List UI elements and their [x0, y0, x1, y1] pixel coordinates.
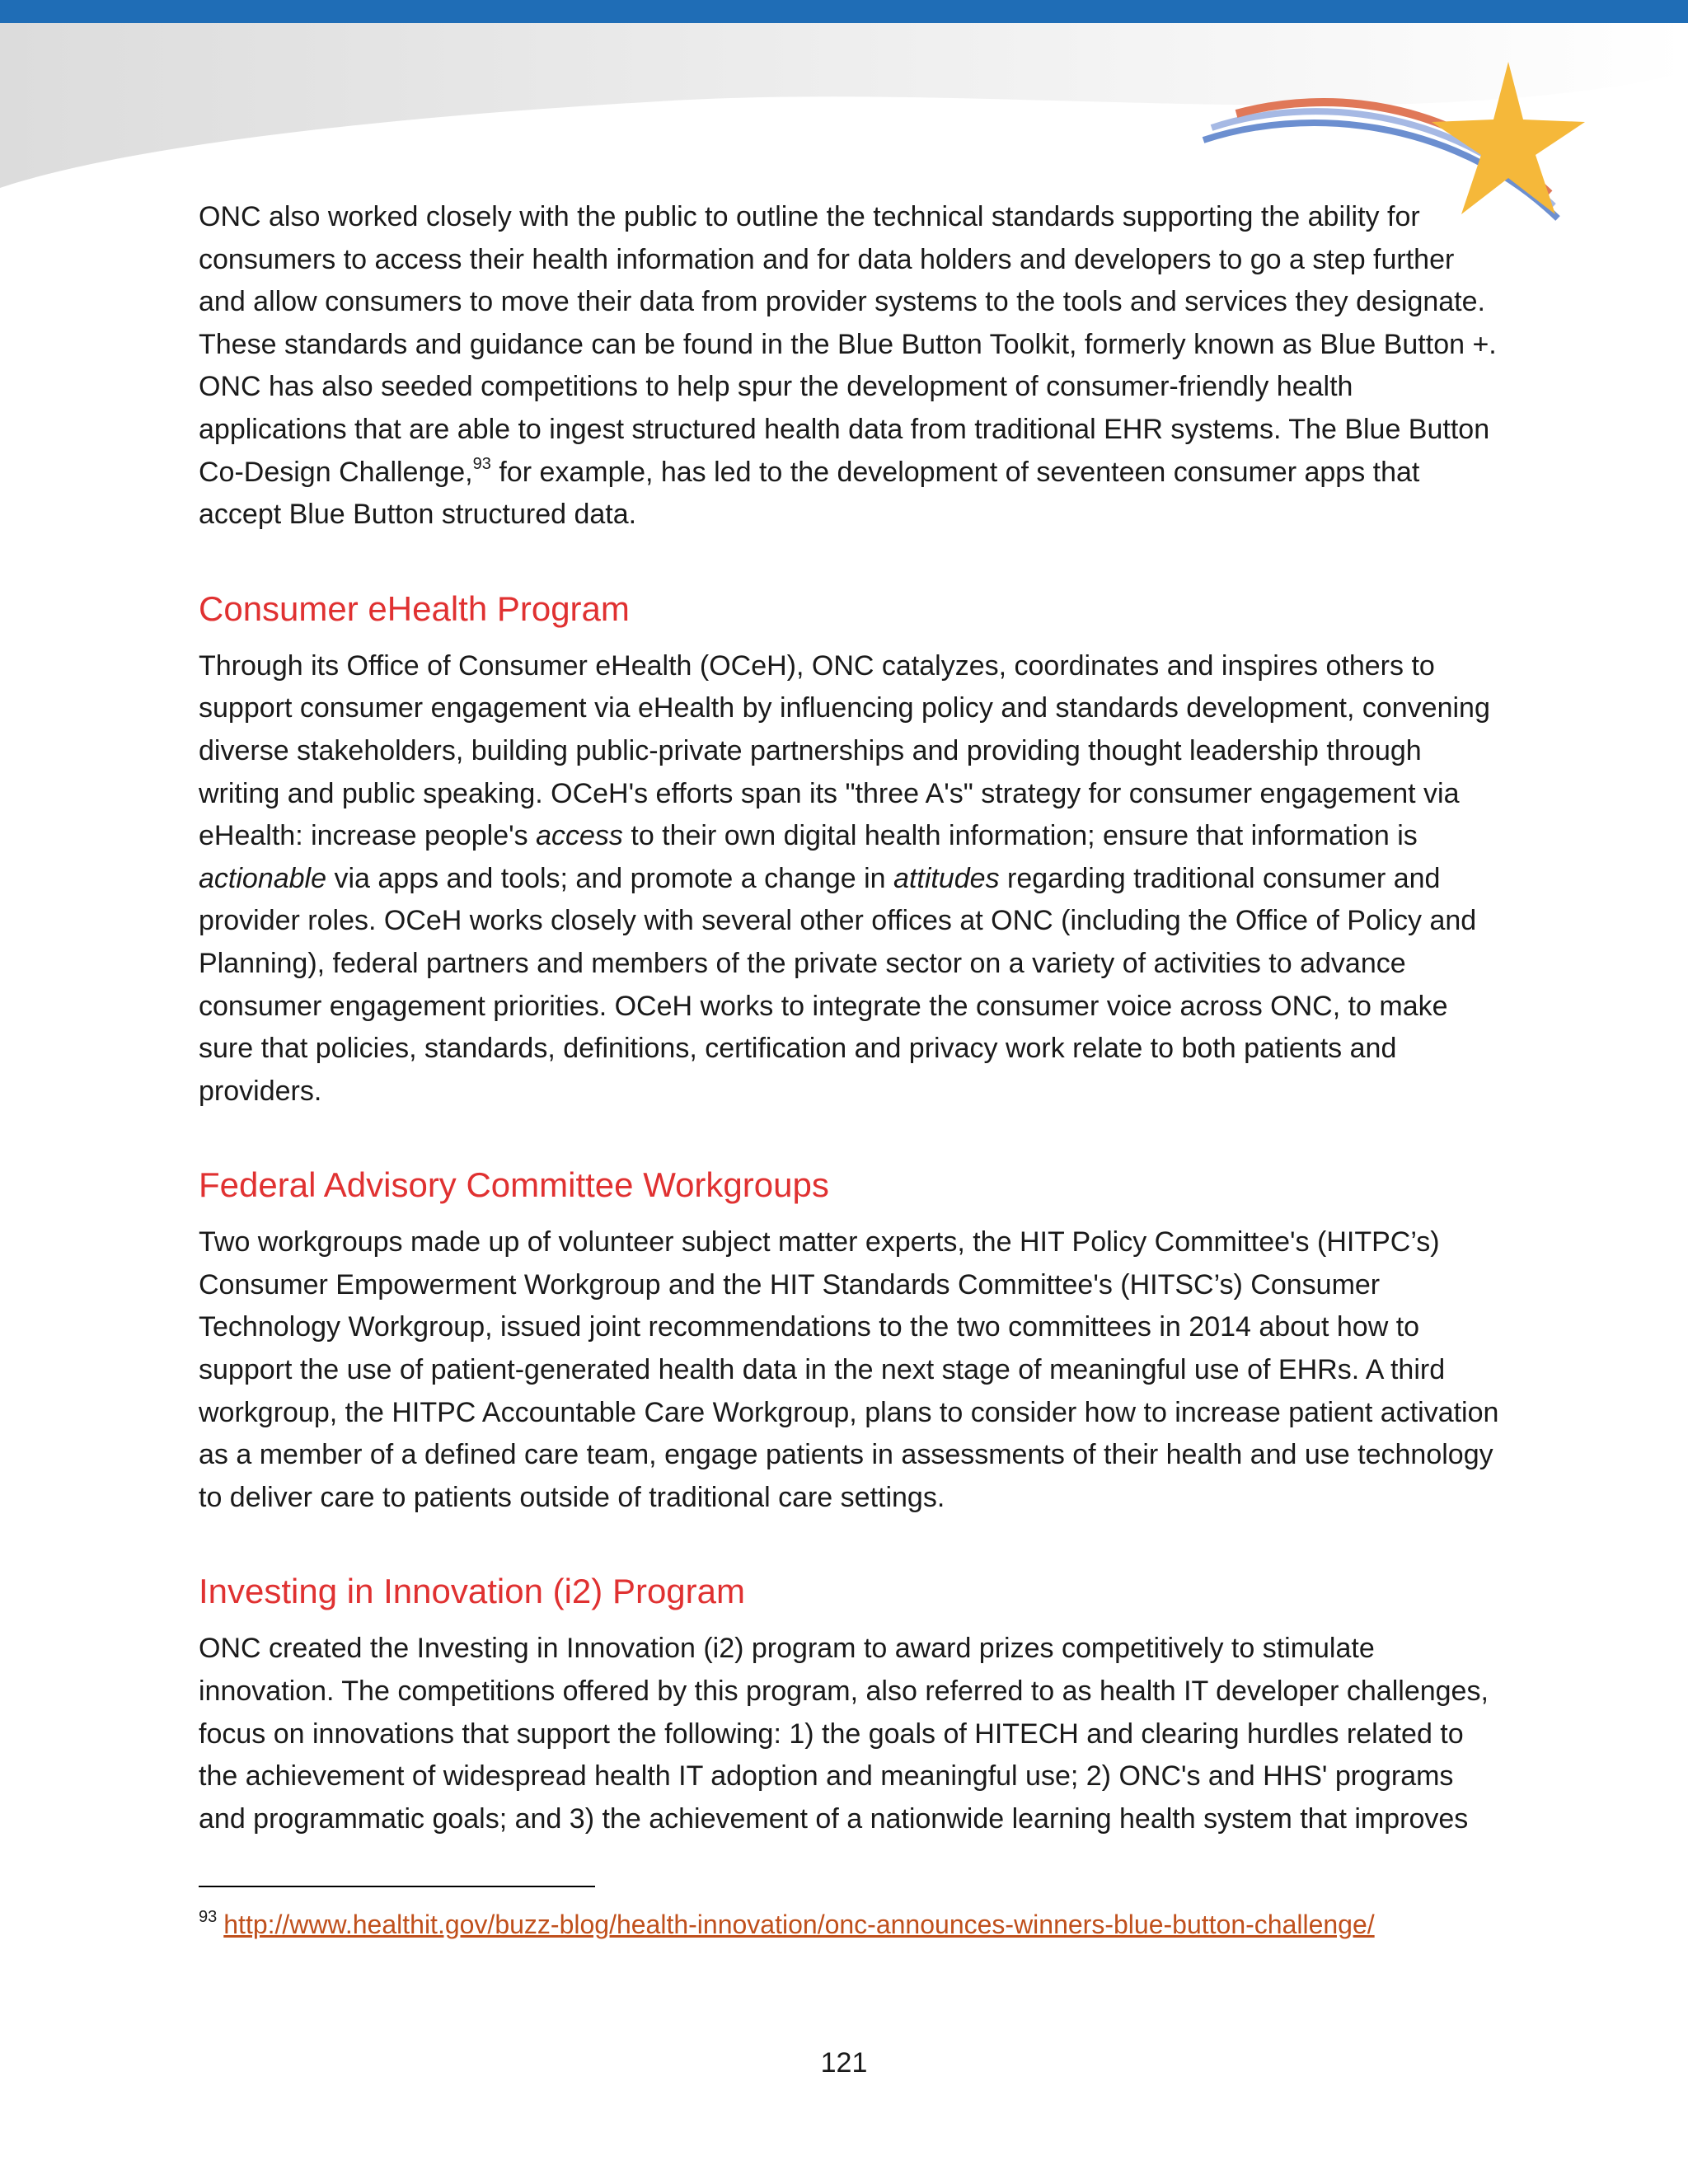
header-bar [0, 0, 1688, 23]
footnote [199, 1900, 1375, 1941]
document-body [199, 196, 1501, 1840]
intro-paragraph: ONC also worked closely with the public to outline the technical standards supporting the ability for consumers to access their health information and for data holders and developers to go a step further and allow consumers to move their data from provider systems to the tools and services they designate. These standards and guidance can be found in the Blue Button Toolkit, formerly known as Blue Button +. ONC has also seeded competitions to help spur the development of consumer-friendly health applications that are able to ingest structured health data from traditional EHR systems. The Blue Button Co-Design Challenge,$^{93}$ for example, has led to the development of seventeen consumer apps that accept Blue Button structured data. [199, 201, 1497, 531]
section-paragraph-advisory-workgroups: Two workgroups made up of volunteer subject matter experts, the HIT Policy Committee's (HITPC’s) Consumer Empowerment Workgroup and the HIT Standards Committee's (HITSC’s) Consumer Technology Workgroup, issued joint recommendations to the two committees in 2014 about how to support the use of patient-generated health data in the next stage of meaningful use of EHRs. A third workgroup, the HITPC Accountable Care Workgroup, plans to consider how to increase patient activation as a member of a defined care team, engage patients in assessments of their health and use technology to deliver care to patients outside of traditional care settings. [199, 1226, 1499, 1513]
footnote-divider [199, 1886, 595, 1887]
section-heading-advisory-workgroups: Federal Advisory Committee Workgroups [199, 1165, 829, 1205]
footnote-link[interactable]: http://www.healthit.gov/buzz-blog/health-innovation/onc-announces-winners-blue-button-challenge/ [223, 1910, 1375, 1939]
section-paragraph-consumer-ehealth: Through its Office of Consumer eHealth (OCeH), ONC catalyzes, coordinates and inspires others to support consumer engagement via eHealth by influencing policy and standards development, convening diverse stakeholders, building public-private partnerships and providing thought leadership through writing and public speaking. OCeH's efforts span its "three A's" strategy for consumer engagement via eHealth: increase people's access to their own digital health information; ensure that information is actionable via apps and tools; and promote a change in attitudes regarding traditional consumer and provider roles. OCeH works closely with several other offices at ONC (including the Office of Policy and Planning), federal partners and members of the private sector on a variety of activities to advance consumer engagement priorities. OCeH works to integrate the consumer voice across ONC, to make sure that policies, standards, definitions, certification and privacy work relate to both patients and providers. [199, 649, 1490, 1107]
footnote-reference[interactable]: 93 [472, 454, 491, 473]
page-number: 121 [820, 2047, 868, 2079]
footnote-number: 93 [199, 1908, 218, 1926]
section-heading-i2-program: Investing in Innovation (i2) Program [199, 1572, 745, 1611]
section-paragraph-i2-program: ONC created the Investing in Innovation (i2) program to award prizes competitively to stimulate innovation. The competitions offered by this program, also referred to as health IT developer challenges, focus on innovations that support the following: 1) the goals of HITECH and clearing hurdles related to the achievement of widespread health IT adoption and meaningful use; 2) ONC's and HHS' programs and programmatic goals; and 3) the achievement of a nationwide learning health system that improves [199, 1633, 1489, 1835]
section-heading-consumer-ehealth: Consumer eHealth Program [199, 588, 630, 628]
